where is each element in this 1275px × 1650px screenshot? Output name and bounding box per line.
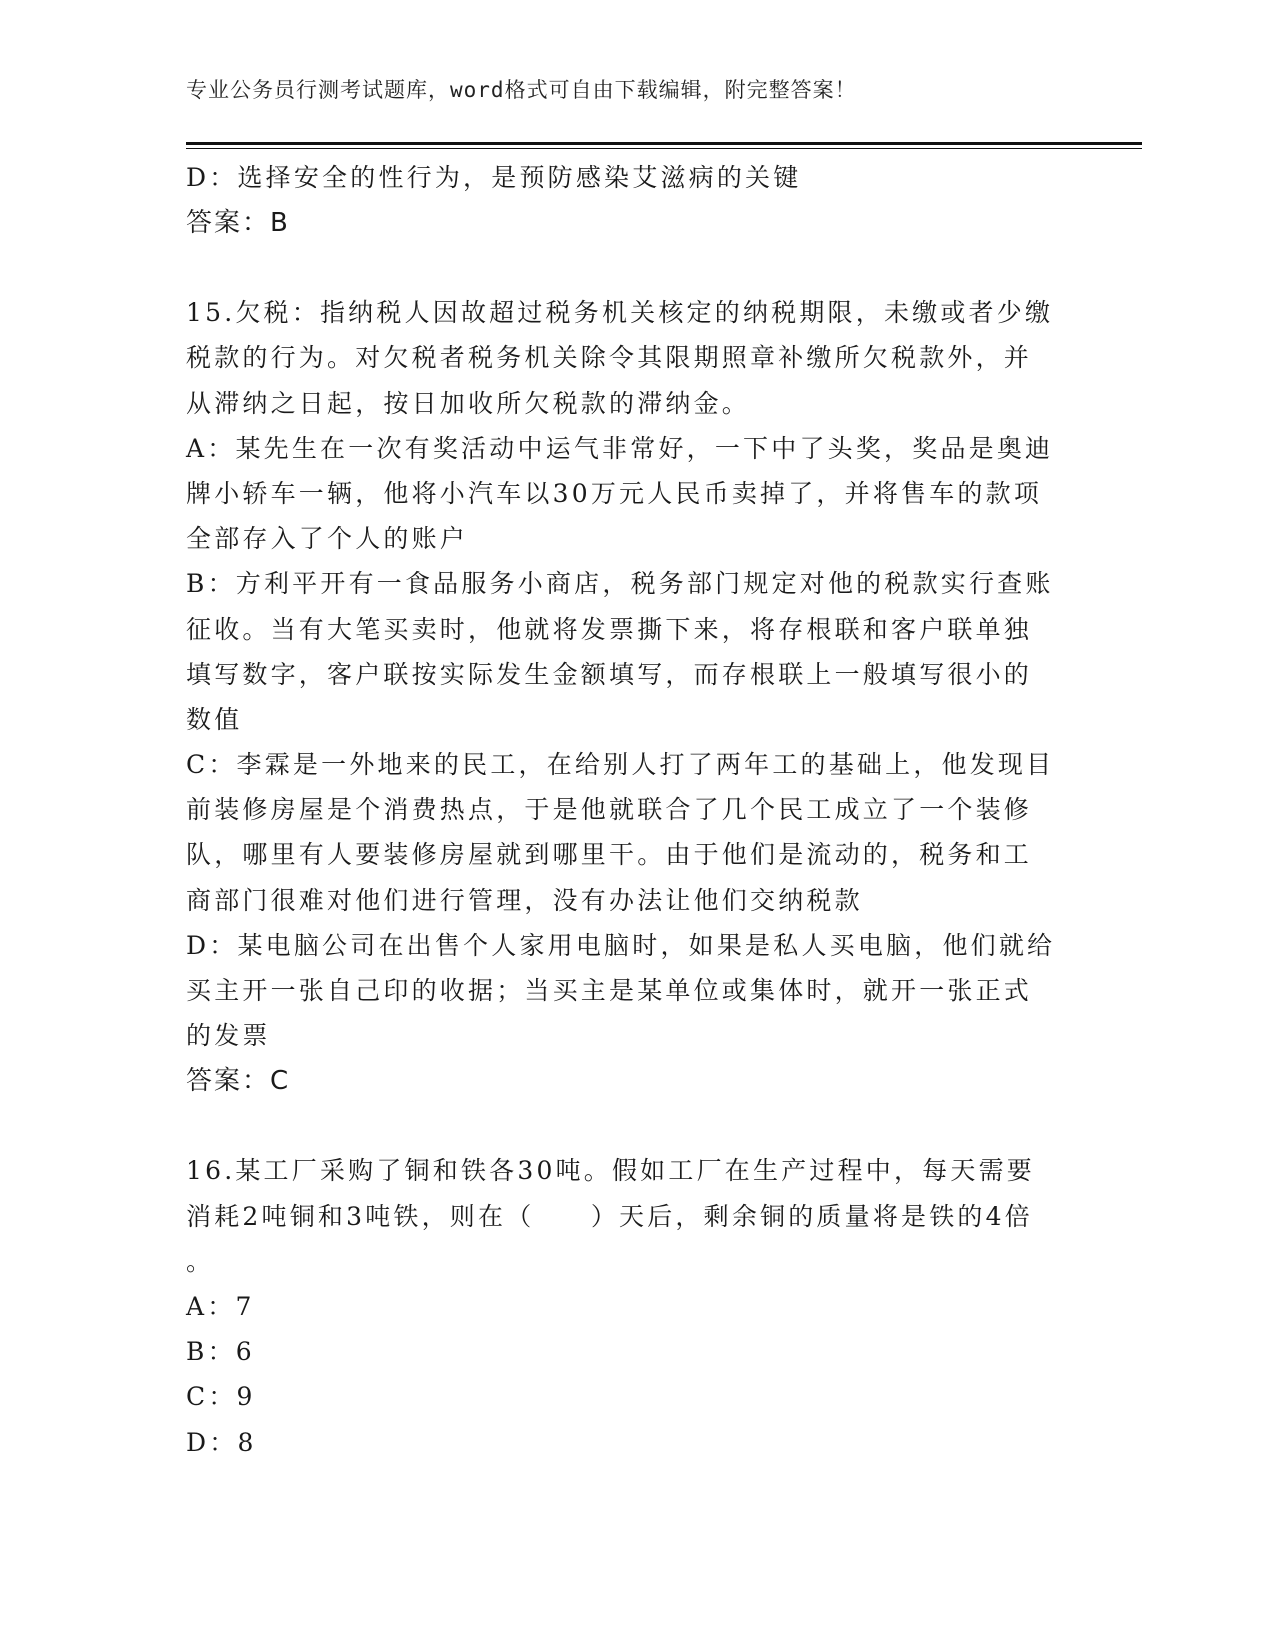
q15-option-d-line: 买主开一张自己印的收据；当买主是某单位或集体时，就开一张正式 (186, 976, 1033, 1005)
q15-option-c-line: C：李霖是一外地来的民工，在给别人打了两年工的基础上，他发现目 (186, 750, 1055, 780)
q15-option-a-line: A：某先生在一次有奖活动中运气非常好，一下中了头奖，奖品是奥迪 (186, 433, 1054, 463)
q14-option-d: D：选择安全的性行为，是预防感染艾滋病的关键 (186, 163, 802, 192)
q15-answer: 答案：C (186, 1066, 291, 1097)
q16-stem-line: 。 (186, 1246, 215, 1276)
q16-stem-line: 16.某工厂采购了铜和铁各30吨。假如工厂在生产过程中，每天需要 (186, 1156, 1035, 1186)
header-rule-thick (186, 142, 1142, 145)
q16-stem-line: 消耗2吨铜和3吨铁，则在（ ）天后，剩余铜的质量将是铁的4倍 (186, 1201, 1033, 1231)
page-header: 专业公务员行测考试题库，word格式可自由下载编辑，附完整答案！ (186, 78, 857, 102)
q15-stem-line: 税款的行为。对欠税者税务机关除令其限期照章补缴所欠税款外，并 (186, 343, 1033, 373)
q15-block (186, 290, 1066, 1104)
q16-option-c: C：9 (186, 1382, 256, 1412)
q15-option-a-line: 牌小轿车一辆，他将小汽车以30万元人民币卖掉了，并将售车的款项 (186, 478, 1043, 508)
q15-option-b-line: 填写数字，客户联按实际发生金额填写，而存根联上一般填写很小的 (186, 659, 1033, 689)
q15-option-c-line: 商部门很难对他们进行管理，没有办法让他们交纳税款 (186, 885, 863, 915)
q15-option-c-line: 队，哪里有人要装修房屋就到哪里干。由于他们是流动的，税务和工 (186, 840, 1033, 870)
header-rule-thin (186, 148, 1142, 149)
q14-answer: 答案：B (186, 208, 290, 239)
spacer (186, 1104, 1066, 1148)
q15-option-d-line: 的发票 (186, 1021, 271, 1051)
question-content (186, 155, 1066, 1465)
spacer (186, 246, 1066, 290)
q15-option-b-line: 征收。当有大笔买卖时，他就将发票撕下来，将存根联和客户联单独 (186, 614, 1033, 644)
q15-option-a-line: 全部存入了个人的账户 (186, 524, 469, 554)
q15-option-b-line: 数值 (186, 704, 243, 734)
q15-option-c-line: 前装修房屋是个消费热点，于是他就联合了几个民工成立了一个装修 (186, 795, 1033, 825)
q15-stem-line: 从滞纳之日起，按日加收所欠税款的滞纳金。 (186, 388, 751, 418)
q16-option-a: A：7 (186, 1291, 255, 1321)
q15-stem-line: 15.欠税：指纳税人因故超过税务机关核定的纳税期限，未缴或者少缴 (186, 298, 1054, 328)
q16-option-b: B：6 (186, 1337, 255, 1367)
q16-block (186, 1148, 1066, 1464)
q15-option-d-line: D：某电脑公司在出售个人家用电脑时，如果是私人买电脑，他们就给 (186, 930, 1056, 960)
q16-option-d: D：8 (186, 1427, 257, 1457)
q15-option-b-line: B：方利平开有一食品服务小商店，税务部门规定对他的税款实行查账 (186, 569, 1054, 599)
